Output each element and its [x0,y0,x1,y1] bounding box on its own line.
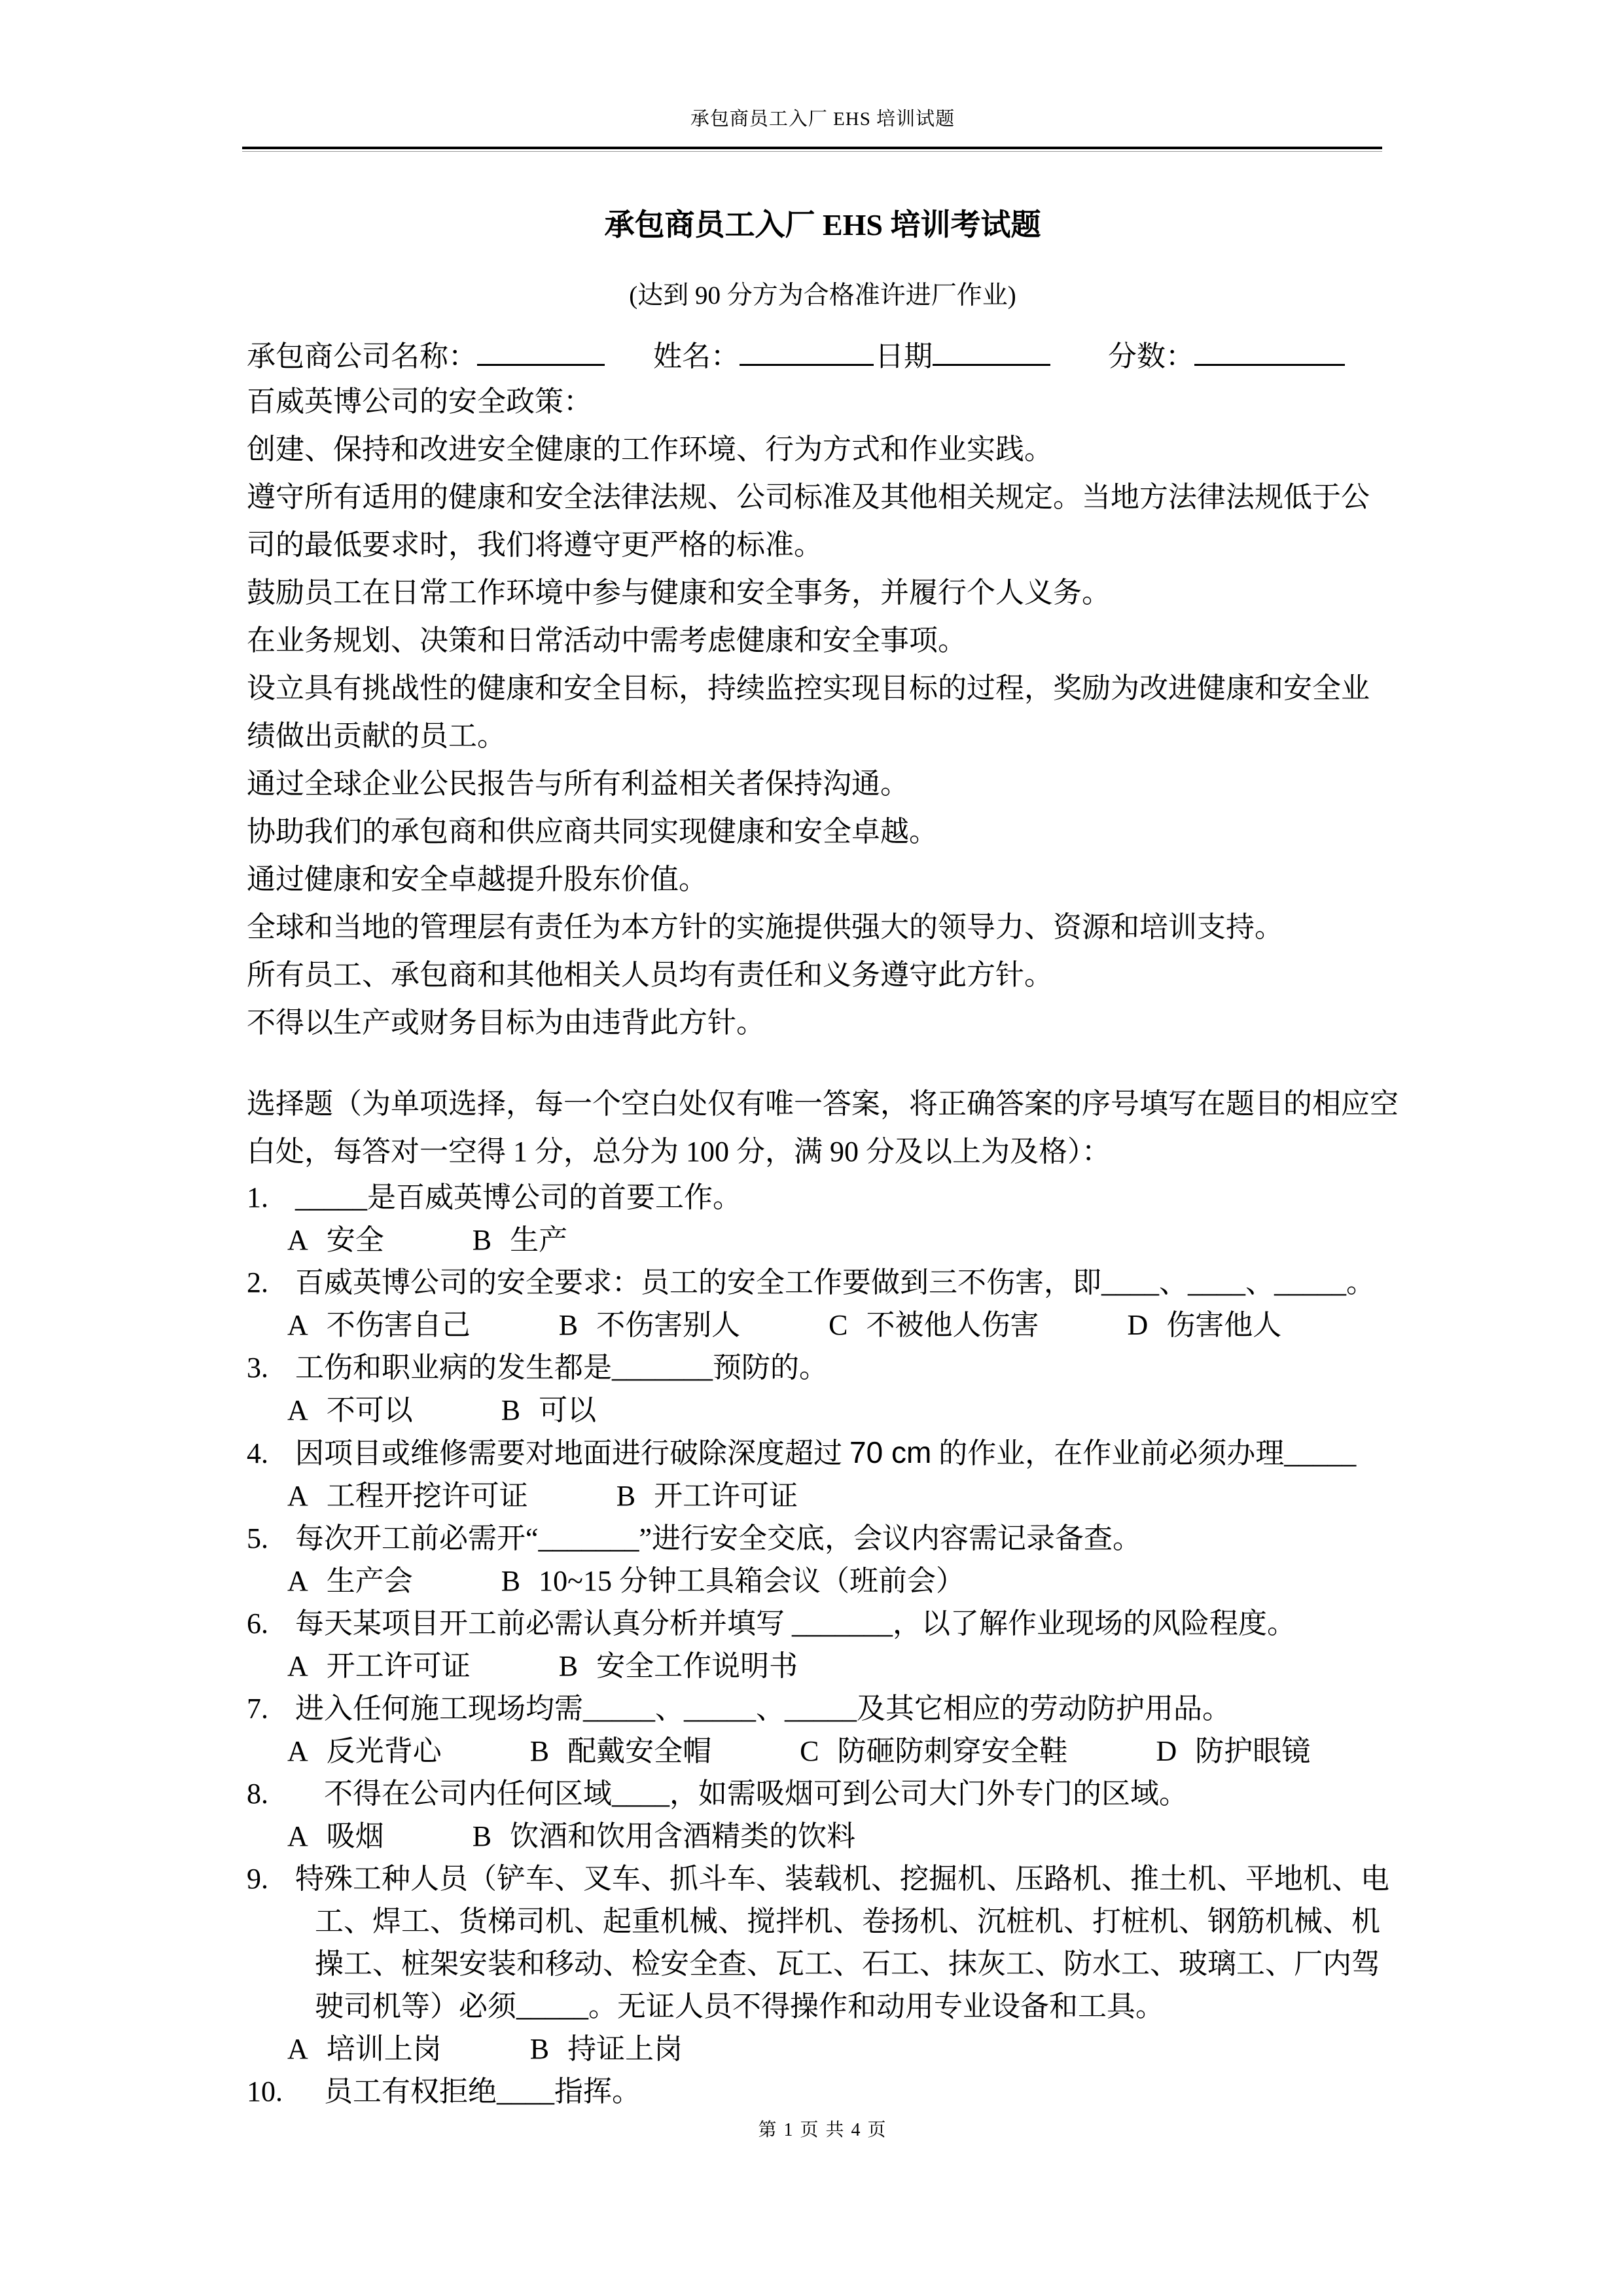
question [247,1346,1405,1431]
options-row [247,1219,1405,1261]
option-label: 防砸防刺穿安全鞋 [837,1735,1068,1767]
option-key: D [1127,1309,1149,1341]
question-cont-line: 驶司机等）必须_____。无证人员不得操作和动用专业设备和工具。 [315,1990,1164,2022]
question-number: 5. [247,1522,268,1554]
option-item [287,1730,442,1772]
question-line [247,2070,1405,2113]
option-label: 10~15 分钟工具箱会议（班前会） [539,1565,965,1597]
question [247,1857,1405,2070]
option-key: C [800,1735,819,1767]
option-key: B [558,1650,579,1682]
question-line [247,1346,1405,1389]
header-rule-thin [242,151,1382,152]
question [247,1772,1405,1857]
policy-line: 所有员工、承包商和其他相关人员均有责任和义务遵守此方针。 [247,959,1053,991]
policy-line: 通过健康和安全卓越提升股东价值。 [247,863,707,895]
policy-line: 设立具有挑战性的健康和安全目标，持续监控实现目标的过程，奖励为改进健康和安全业 [247,672,1370,704]
option-item [287,2028,442,2070]
option-key: A [287,2033,308,2065]
option-label: 安全工作说明书 [596,1650,798,1682]
option-item [800,1730,1067,1772]
question-cont-line: 工、焊工、货梯司机、起重机械、搅拌机、卷扬机、沉桩机、打桩机、钢筋机械、机 [315,1905,1380,1937]
question-number: 1. [247,1181,268,1213]
question-number: 3. [247,1352,268,1384]
form-field [875,335,1050,375]
option-item [287,1815,384,1857]
option-key: B [616,1480,636,1512]
option-item [616,1475,798,1517]
question [247,1602,1405,1687]
question-number: 2. [247,1266,268,1299]
option-key: A [287,1224,308,1256]
form-blank [740,335,874,366]
option-item [287,1389,413,1431]
option-label: 可以 [539,1394,597,1426]
option-key: B [472,1224,492,1256]
page-subtitle: (达到 90 分方为合格准许进厂作业) [629,281,1016,310]
question-number: 8. [247,1778,268,1810]
option-item [1128,1304,1282,1346]
running-header-text: 承包商员工入厂 EHS 培训试题 [690,109,955,130]
question-line [247,1517,1405,1560]
form-field-label: 姓名： [653,340,740,372]
question [247,1176,1405,1261]
policy-section [247,378,1402,1047]
policy-line: 创建、保持和改进安全健康的工作环境、行为方式和作业实践。 [247,433,1053,465]
quiz-intro-line: 选择题（为单项选择，每一个空白处仅有唯一答案，将正确答案的序号填写在题目的相应空 [247,1088,1399,1120]
option-label: 持证上岗 [567,2033,683,2065]
option-item [530,2028,683,2070]
option-key: B [501,1394,521,1426]
option-item [1156,1730,1311,1772]
option-key: A [287,1735,308,1767]
options-row [247,1815,1405,1857]
option-item [530,1730,711,1772]
option-item [501,1560,965,1602]
form-blank [933,335,1050,366]
options-row [247,1304,1405,1346]
question-text: 进入任何施工现场均需_____、_____、_____及其它相应的劳动防护用品。 [295,1693,1231,1725]
question-number: 7. [247,1693,268,1725]
option-key: A [287,1309,308,1341]
policy-line: 全球和当地的管理层有责任为本方针的实施提供强大的领导力、资源和培训支持。 [247,911,1283,943]
question-text: 因项目或维修需要对地面进行破除深度超过 70 cm 的作业，在作业前必须办理_____ [295,1435,1357,1469]
question [247,1261,1405,1346]
option-item [559,1645,798,1687]
form-field [653,335,874,375]
question [247,1687,1405,1772]
option-item [287,1475,528,1517]
policy-line: 百威英博公司的安全政策： [247,386,592,418]
policy-line: 协助我们的承包商和供应商共同实现健康和安全卓越。 [247,816,938,848]
question-number: 6. [247,1607,268,1640]
question-text: 特殊工种人员（铲车、叉车、抓斗车、装载机、挖掘机、压路机、推土机、平地机、电 [295,1863,1389,1895]
question-number: 9. [247,1863,268,1895]
option-key: A [287,1480,308,1512]
question-number: 10. [247,2075,283,2108]
option-label: 不可以 [326,1394,413,1426]
questions-section [247,1176,1405,2113]
option-item [287,1304,471,1346]
options-row [247,1560,1405,1602]
option-label: 反光背心 [326,1735,442,1767]
question-number: 4. [247,1437,268,1469]
question [247,1517,1405,1602]
question-line [247,1772,1405,1815]
options-row [247,1730,1405,1772]
policy-line: 不得以生产或财务目标为由违背此方针。 [247,1007,765,1039]
option-key: C [829,1309,848,1341]
header-rule [242,147,1382,149]
option-label: 安全 [326,1224,384,1256]
question-text: 员工有权拒绝____指挥。 [324,2075,641,2108]
policy-line: 遵守所有适用的健康和安全法律法规、公司标准及其他相关规定。当地方法律法规低于公 [247,481,1370,513]
option-label: 防护眼镜 [1195,1735,1311,1767]
options-row [247,1475,1405,1517]
policy-line: 鼓励员工在日常工作环境中参与健康和安全事务，并履行个人义务。 [247,577,1111,609]
option-item [501,1389,596,1431]
options-row [247,1645,1405,1687]
option-key: A [287,1650,308,1682]
form-blank [477,335,605,366]
footer-text: 第 1 页 共 4 页 [758,2120,887,2140]
quiz-intro-line: 白处，每答对一空得 1 分，总分为 100 分，满 90 分及以上为及格）： [247,1136,1111,1168]
option-item [473,1815,855,1857]
form-line [247,335,1425,375]
question-line [247,1261,1405,1304]
option-item [559,1304,740,1346]
option-label: 饮酒和饮用含酒精类的饮料 [510,1820,856,1852]
option-item [287,1645,471,1687]
option-key: D [1156,1735,1177,1767]
question-line [247,1602,1405,1645]
policy-line: 通过全球企业公民报告与所有利益相关者保持沟通。 [247,768,909,800]
option-key: B [529,2033,550,2065]
form-field [247,335,605,375]
option-label: 不伤害别人 [596,1309,741,1341]
option-label: 开工许可证 [326,1650,471,1682]
option-label: 不伤害自己 [326,1309,471,1341]
question-text: 不得在公司内任何区域____，如需吸烟可到公司大门外专门的区域。 [324,1778,1188,1810]
policy-line: 在业务规划、决策和日常活动中需考虑健康和安全事项。 [247,624,967,656]
form-field-label: 承包商公司名称： [247,340,477,372]
sans-text: 70 cm [849,1435,932,1469]
running-header [247,99,1399,139]
option-item [473,1219,567,1261]
option-item [287,1560,413,1602]
form-field-label: 分数： [1108,340,1194,372]
question-line [247,1687,1405,1730]
question-text: 每天某项目开工前必需认真分析并填写 _______，以了解作业现场的风险程度。 [295,1607,1296,1640]
option-key: B [472,1820,492,1852]
option-label: 配戴安全帽 [567,1735,712,1767]
option-label: 不被他人伤害 [866,1309,1039,1341]
question-text: 工伤和职业病的发生都是_______预防的。 [295,1352,828,1384]
page-footer [247,2116,1399,2145]
option-key: B [529,1735,550,1767]
page-title: 承包商员工入厂 EHS 培训考试题 [604,208,1041,242]
question-line [247,1431,1405,1475]
option-label: 生产会 [326,1565,413,1597]
option-label: 生产 [510,1224,568,1256]
question-text: _____是百威英博公司的首要工作。 [295,1181,741,1213]
form-field [1108,335,1345,375]
option-label: 开工许可证 [654,1480,798,1512]
option-item [829,1304,1039,1346]
question-text: 百威英博公司的安全要求：员工的安全工作要做到三不伤害，即____、____、_____。 [295,1266,1375,1299]
option-label: 伤害他人 [1166,1309,1282,1341]
option-key: B [501,1565,521,1597]
option-key: A [287,1820,308,1852]
option-key: B [558,1309,579,1341]
question [247,2070,1405,2113]
question [247,1431,1405,1517]
options-row [247,1389,1405,1431]
quiz-intro [247,1080,1402,1175]
option-label: 工程开挖许可证 [326,1480,528,1512]
policy-line: 司的最低要求时，我们将遵守更严格的标准。 [247,529,823,561]
question-line [247,1176,1405,1219]
policy-line: 绩做出贡献的员工。 [247,720,506,752]
option-item [287,1219,384,1261]
question-cont-line: 操工、桩架安装和移动、检安全查、瓦工、石工、抹灰工、防水工、玻璃工、厂内驾 [315,1948,1380,1980]
option-key: A [287,1394,308,1426]
option-label: 培训上岗 [326,2033,442,2065]
form-field-label: 日期 [875,340,933,372]
options-row [247,2028,1405,2070]
form-blank [1194,335,1345,366]
option-label: 吸烟 [326,1820,384,1852]
option-key: A [287,1565,308,1597]
question-line [247,1857,1405,1900]
question-text: 每次开工前必需开“_______”进行安全交底，会议内容需记录备查。 [295,1522,1142,1554]
